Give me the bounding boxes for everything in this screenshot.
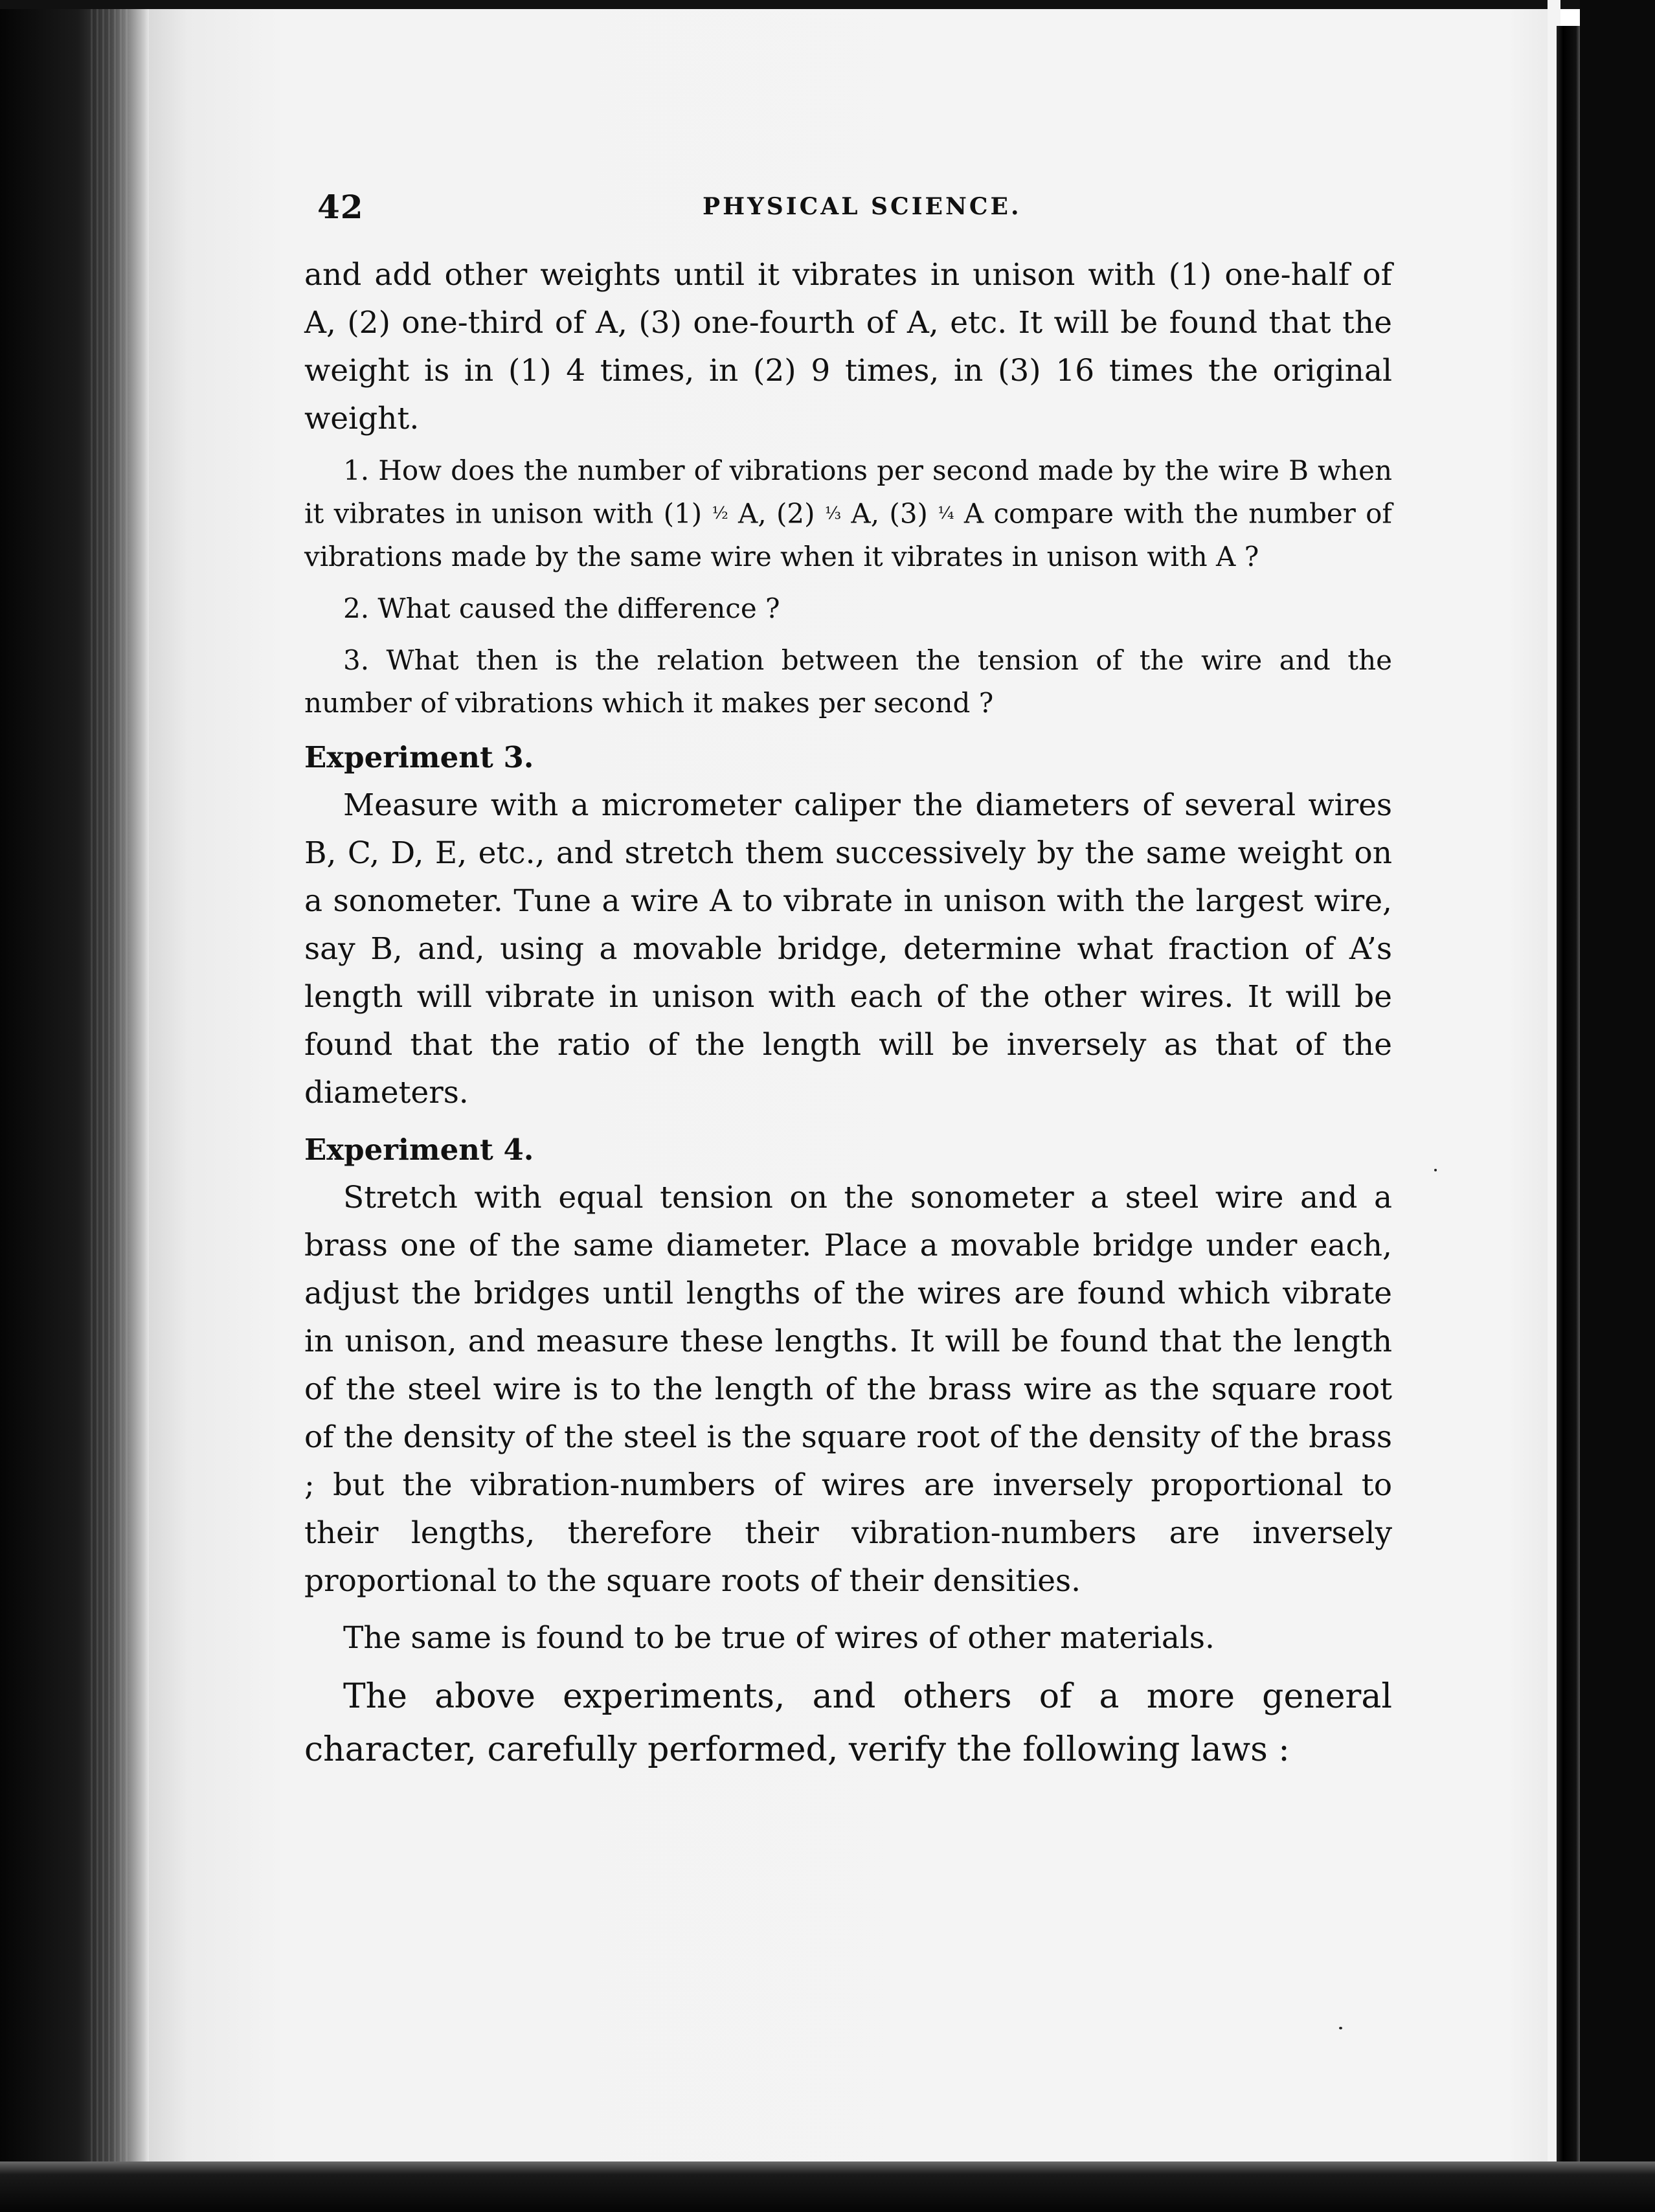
question-3: 3. What then is the relation between the tension of the wire and the number of vibrations which it makes per second ? <box>304 644 1392 719</box>
running-title: PHYSICAL SCIENCE. <box>703 193 1022 220</box>
question-2: 2. What caused the difference ? <box>343 592 780 624</box>
closing-paragraph: The above experiments, and others of a more general character, carefully performed, verify the following laws : <box>304 1676 1392 1769</box>
bottom-border <box>0 2161 1655 2212</box>
running-head <box>304 188 1392 240</box>
scan-speck <box>1339 2027 1342 2029</box>
question-1-end: A compare with the number of vibrations made by the same wire when it vibrates in unison with A ? <box>304 497 1392 572</box>
right-dark-background <box>1580 0 1655 2212</box>
question-1-text: 1. How does the number of vibrations per second made by the wire B when it vibrates in unison with (1) <box>304 455 1392 530</box>
experiment-4-text: Stretch with equal tension on the sonometer a steel wire and a brass one of the same diameter. Place a movable bridge under each, adjust the bridges until lengths of the wires are found which vibrate in unison, and measure these lengths. It will be found that the length of the steel wire is to the length of the brass wire as the square root of the density of the steel is the square root of the density of the brass ; but the vibration-numbers of wires are inversely proportional to their lengths, therefore their vibration-numbers are inversely proportional to the square roots of their densities. <box>304 1179 1392 1599</box>
page-number: 42 <box>317 188 364 226</box>
experiment-3-heading: Experiment 3. <box>304 739 534 774</box>
fraction-quarter: ¼ <box>938 504 954 523</box>
question-1-mid-2: A, (3) <box>841 497 938 530</box>
fraction-third: ⅓ <box>824 504 842 523</box>
experiment-3-text: Measure with a micrometer caliper the diameters of several wires B, C, D, E, etc., and stretch them successively by the same weight on a sonometer. Tune a wire A to vibrate in unison with the largest wire, say B, and, using a movable bridge, determine what fraction of A’s length will vibrate in unison with each of the other wires. It will be found that the ratio of the length will be inversely as that of the diameters. <box>304 787 1392 1111</box>
right-book-edge <box>1557 26 1580 2163</box>
question-1-mid-1: A, (2) <box>728 497 825 530</box>
experiment-4-heading: Experiment 4. <box>304 1132 534 1167</box>
question-1 <box>304 449 1392 578</box>
intro-paragraph: and add other weights until it vibrates in unison with (1) one-half of A, (2) one-third of A, (3) one-fourth of A, etc. It will be found that the weight is in (1) 4 times, in (2) 9 times, in (3) 16 times the original weight. <box>304 257 1392 436</box>
scan-speck <box>1434 1169 1437 1171</box>
fraction-half: ½ <box>712 504 728 523</box>
page-text <box>304 188 1392 1810</box>
page-stack-lines <box>91 0 129 2212</box>
top-border <box>0 0 1655 9</box>
experiment-4-followup: The same is found to be true of wires of other materials. <box>343 1620 1215 1656</box>
